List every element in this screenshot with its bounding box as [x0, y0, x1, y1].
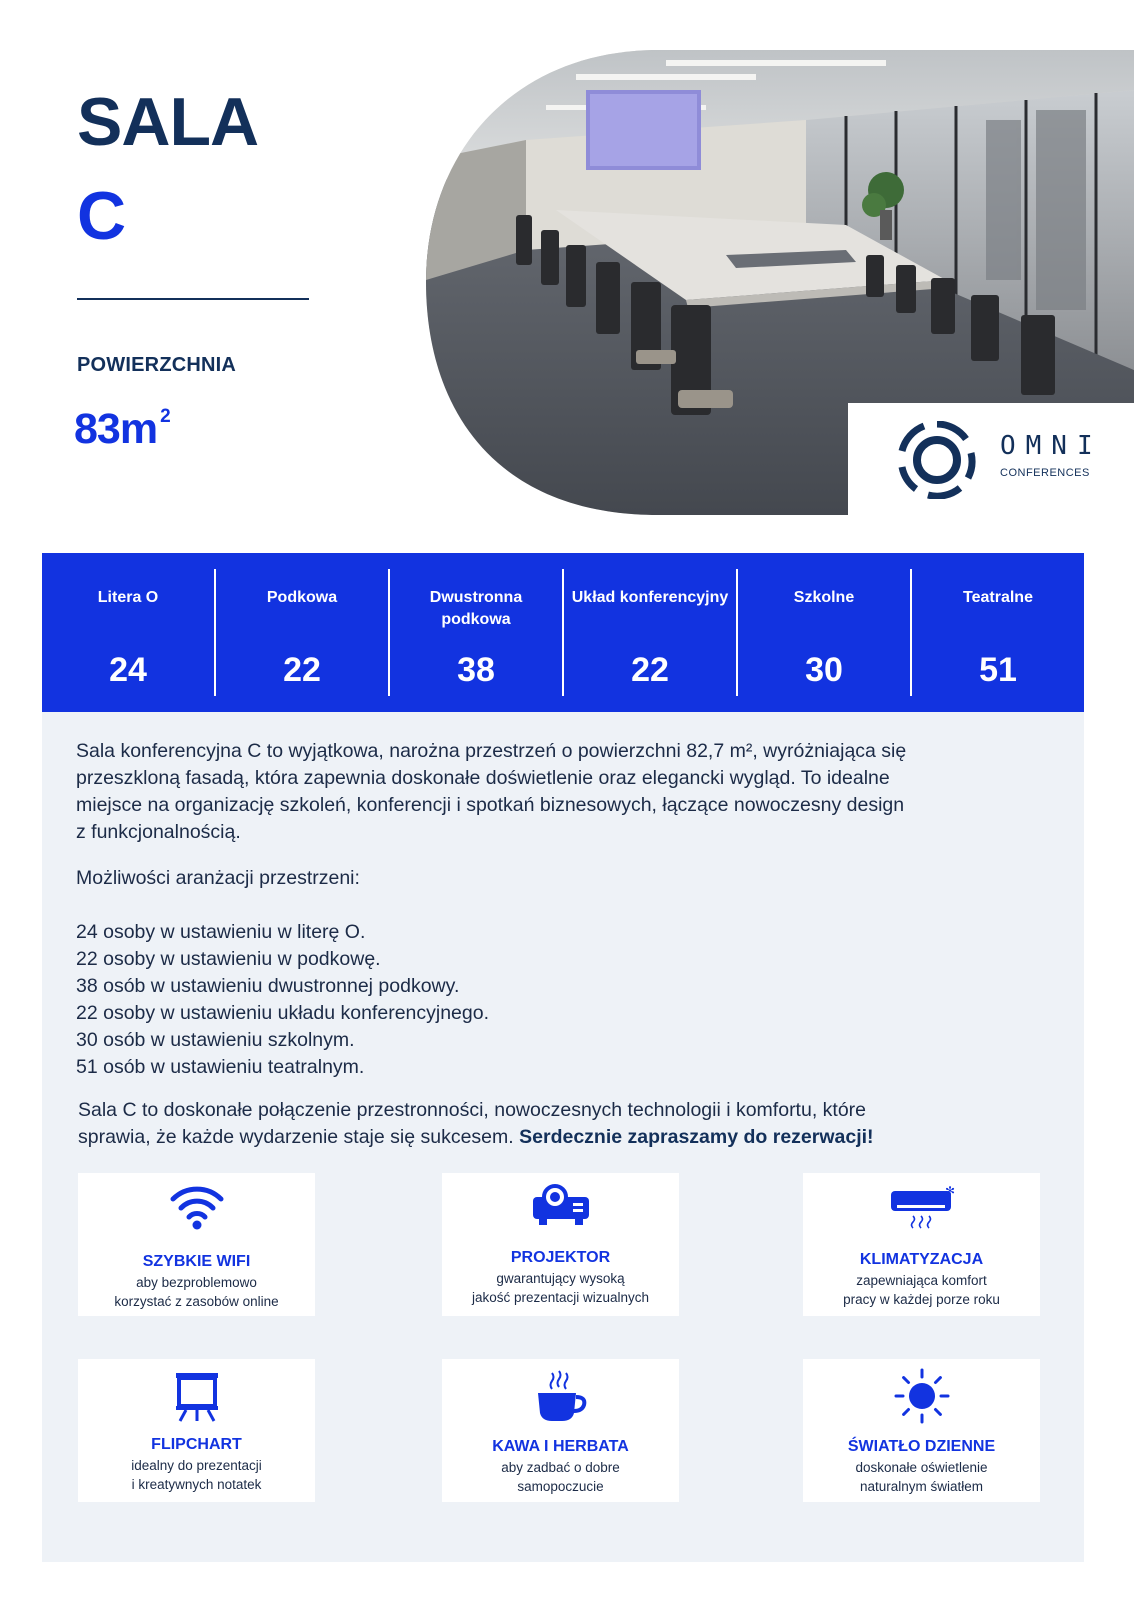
arrangement-list: [76, 919, 489, 1081]
feature-title: ŚWIATŁO DZIENNE: [847, 1438, 996, 1455]
feature-card-air-conditioning: [803, 1173, 1040, 1316]
feature-title: KAWA I HERBATA: [492, 1438, 629, 1455]
feature-description: zapewniająca komfort pracy w każdej porze roku: [843, 1273, 1000, 1307]
omni-logo-text: [1000, 433, 1103, 479]
capacity-podkowa: [216, 569, 390, 696]
feature-description: aby zadbać o dobre samopoczucie: [501, 1460, 620, 1494]
title-divider: [77, 298, 309, 300]
omni-logo: [848, 403, 1134, 515]
feature-title: FLIPCHART: [151, 1436, 242, 1453]
flipchart-icon: [78, 1371, 315, 1423]
capacity-value: 51: [979, 651, 1017, 689]
logo-omni-name: OMNI: [1000, 431, 1103, 461]
capacity-dwustronna-podkowa: [390, 569, 564, 696]
capacity-value: 38: [457, 651, 495, 689]
capacity-value: 24: [109, 651, 147, 689]
area-label: POWIERZCHNIA: [77, 354, 237, 376]
list-item: 22 osoby w ustawieniu układu konferencyjnego.: [76, 1002, 490, 1024]
feature-card-daylight: [803, 1359, 1040, 1502]
sun-icon: [803, 1367, 1040, 1425]
feature-title: SZYBKIE WIFI: [142, 1253, 251, 1270]
capacity-label: Teatralne: [963, 589, 1033, 606]
room-title-line2: C: [77, 178, 127, 254]
feature-description: doskonałe oświetlenie naturalnym światłem: [855, 1460, 988, 1494]
feature-description: gwarantujący wysoką jakość prezentacji wizualnych: [471, 1271, 650, 1305]
title-block: [77, 84, 259, 254]
list-item: 51 osób w ustawieniu teatralnym.: [76, 1056, 365, 1078]
logo-conferences-sub: CONFERENCES: [1000, 467, 1090, 479]
feature-card-wifi: [78, 1173, 315, 1316]
wifi-icon: [78, 1183, 315, 1231]
capacity-value: 22: [283, 651, 321, 689]
room-title-line1: SALA: [77, 84, 259, 160]
capacity-value: 30: [805, 651, 843, 689]
description-paragraph-1: Sala konferencyjna C to wyjątkowa, narożna przestrzeń o powierzchni 82,7 m², wyróżniająca się przeszkloną fasadą, która zapewnia doskonałe doświetlenie oraz elegancki wygląd. To idealne miejsce na organizację szkoleń, konferencji i spotkań biznesowych, łączące nowoczesny design z funkcjonalnością.: [76, 740, 907, 843]
feature-title: PROJEKTOR: [510, 1249, 611, 1266]
capacity-teatralne: [912, 569, 1084, 696]
description-closing: Sala C to doskonałe połączenie przestronności, nowoczesnych technologii i komfortu, które sprawia, że każde wydarzenie staje się sukcesem. Serdecznie zapraszamy do rezerwacji!: [78, 1099, 874, 1148]
capacity-litera-o: [42, 569, 216, 696]
capacity-label: Litera O: [97, 589, 159, 606]
arrangement-heading: Możliwości aranżacji przestrzeni:: [76, 867, 360, 889]
feature-card-coffee-tea: [442, 1359, 679, 1502]
capacity-bar: [42, 553, 1084, 712]
capacity-label: Podkowa: [266, 589, 338, 606]
list-item: 30 osób w ustawieniu szkolnym.: [76, 1029, 355, 1051]
feature-description: idealny do prezentacji i kreatywnych notatek: [131, 1458, 262, 1492]
area-unit-superscript: 2: [160, 405, 170, 427]
capacity-label: Dwustronna podkowa: [429, 589, 523, 628]
feature-card-projector: [442, 1173, 679, 1316]
coffee-cup-icon: [442, 1369, 679, 1425]
feature-card-flipchart: [78, 1359, 315, 1502]
capacity-label: Układ konferencyjny: [571, 589, 729, 606]
svg-text:✻: ✻: [944, 1184, 955, 1198]
feature-description: aby bezproblemowo korzystać z zasobów online: [114, 1275, 279, 1309]
list-item: 38 osób w ustawieniu dwustronnej podkowy.: [76, 975, 460, 997]
list-item: 24 osoby w ustawieniu w literę O.: [76, 921, 366, 943]
projector-icon: [442, 1183, 679, 1229]
omni-logo-mark-icon: [898, 421, 976, 504]
feature-title: KLIMATYZACJA: [859, 1251, 984, 1268]
reservation-invitation: Serdecznie zapraszamy do rezerwacji!: [519, 1126, 874, 1148]
air-conditioner-icon: [803, 1183, 1040, 1231]
capacity-label: Szkolne: [793, 589, 855, 606]
list-item: 22 osoby w ustawieniu w podkowę.: [76, 948, 381, 970]
capacity-value: 22: [631, 651, 669, 689]
capacity-uklad-konferencyjny: [564, 569, 738, 696]
area-value: 83m $^2$: [74, 405, 170, 453]
capacity-szkolne: [738, 569, 912, 696]
